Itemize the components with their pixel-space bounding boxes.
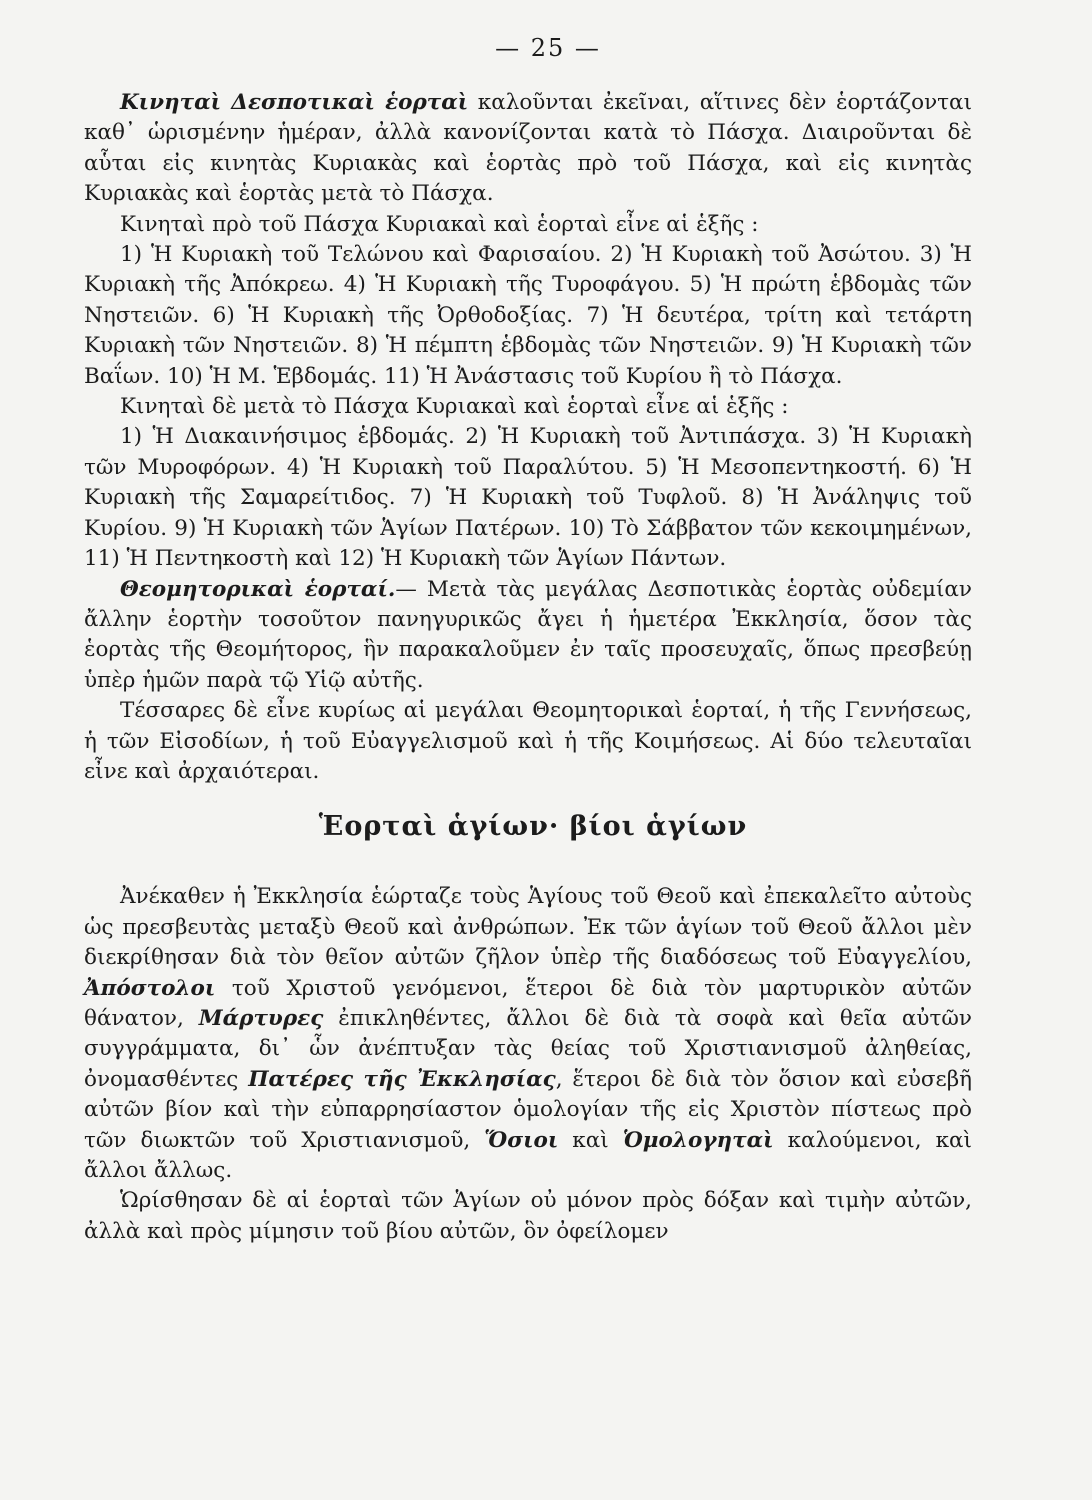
paragraph-movable-feasts [84,88,972,210]
paragraph-text: τοῦ Χριστοῦ γενόμενοι, ἕτεροι δὲ διὰ τὸν μαρτυρικὸν αὐτῶν θάνατον, [84,975,972,1031]
paragraph-theotokos-feasts [84,575,972,697]
section-title: Ἑορταὶ ἁγίων· βίοι ἁγίων [318,811,748,843]
term-apostles: Ἀπόστολοι [84,975,216,1001]
term-venerables: Ὅσιοι [484,1127,559,1153]
paragraph-text: Ἀνέκαθεν ἡ Ἐκκλησία ἑώρταζε τοὺς Ἁγίους τοῦ Θεοῦ καὶ ἐπεκαλεῖτο αὐτοὺς ὡς πρεσβευτὰς μεταξὺ Θεοῦ καὶ ἀνθρώπων. Ἐκ τῶν ἁγίων τοῦ Θεοῦ ἄλλοι μὲν διεκρίθησαν διὰ τὸν θεῖον αὐτῶν ζῆλον ὑπὲρ τῆς διαδόσεως τοῦ Εὐαγγελίου, [84,884,972,971]
term-confessors: Ὁμολογηταὶ [622,1127,774,1153]
paragraph-saints-feasts-purpose: Ὡρίσθησαν δὲ αἱ ἑορταὶ τῶν Ἁγίων οὐ μόνον πρὸς δόξαν καὶ τιμὴν αὐτῶν, ἀλλὰ καὶ πρὸς μίμησιν τοῦ βίου αὐτῶν, ὃν ὀφείλομεν [84,1188,972,1244]
term-martyrs: Μάρτυρες [198,1005,324,1031]
term-church-fathers: Πατέρες τῆς Ἐκκλησίας [248,1066,556,1092]
heading-movable-feasts: Κινηταὶ Δεσποτικαὶ ἑορταὶ [120,90,469,115]
paragraph-before-easter-list: 1) Ἡ Κυριακὴ τοῦ Τελώνου καὶ Φαρισαίου. 2) Ἡ Κυριακὴ τοῦ Ἀσώτου. 3) Ἡ Κυριακὴ τῆς Ἀπόκρεω. 4) Ἡ Κυριακὴ τῆς Τυροφάγου. 5) Ἡ πρώτη ἑβδομὰς τῶν Νηστειῶν. 6) Ἡ Κυριακὴ τῆς Ὀρθοδοξίας. 7) Ἡ δευτέρα, τρίτη καὶ τετάρτη Κυριακὴ τῶν Νηστειῶν. 8) Ἡ πέμπτη ἑβδομὰς τῶν Νηστειῶν. 9) Ἡ Κυριακὴ τῶν Βαΐων. 10) Ἡ Μ. Ἑβδομάς. 11) Ἡ Ἀνάστασις τοῦ Κυρίου ἢ τὸ Πάσχα. [84,242,972,389]
heading-theotokos-feasts: Θεομητορικαὶ ἑορταί. [120,576,396,602]
paragraph-text: καὶ [558,1127,623,1153]
paragraph-text: , ἕτεροι δὲ διὰ τὸν ὅσιον καὶ εὐσεβῆ αὐτῶν βίον καὶ τὴν εὐπαρρησίαστον ὁμολογίαν τῆς εἰς Χριστὸν πίστεως πρὸ τῶν διωκτῶν τοῦ Χριστιανισμοῦ, [84,1066,973,1153]
paragraph-after-easter-intro: Κινηταὶ δὲ μετὰ τὸ Πάσχα Κυριακαὶ καὶ ἑορταὶ εἶνε αἱ ἑξῆς : [120,394,789,420]
paragraph-text: καλοῦνται ἐκεῖναι, αἵτινες δὲν ἑορτάζονται καθ᾽ ὡρισμένην ἡμέραν, ἀλλὰ κανονίζονται κατὰ τὸ Πάσχα. Διαιροῦνται δὲ αὗται εἰς κινητὰς Κυριακὰς καὶ ἑορτὰς πρὸ τοῦ Πάσχα, καὶ εἰς κινητὰς Κυριακὰς καὶ ἑορτὰς μετὰ τὸ Πάσχα. [84,90,972,207]
paragraph-four-feasts: Τέσσαρες δὲ εἶνε κυρίως αἱ μεγάλαι Θεομητορικαὶ ἑορταί, ἡ τῆς Γεννήσεως, ἡ τῶν Εἰσοδίων, ἡ τοῦ Εὐαγγελισμοῦ καὶ ἡ τῆς Κοιμήσεως. Αἱ δύο τελευταῖαι εἶνε καὶ ἀρχαιότεραι. [84,698,972,784]
paragraph-text: καλούμενοι, καὶ ἄλλοι ἄλλως. [84,1127,972,1183]
paragraph-text: ἐπικληθέντες, ἄλλοι δὲ διὰ τὰ σοφὰ καὶ θεῖα αὐτῶν συγγράμματα, δι᾽ ὧν ἀνέπτυξαν τὰς θείας τοῦ Χριστιανισμοῦ ἀληθείας, ὀνομασθέντες [84,1005,972,1092]
paragraph-text: — Μετὰ τὰς μεγάλας Δεσποτικὰς ἑορτὰς οὐδεμίαν ἄλλην ἑορτὴν τοσοῦτον πανηγυρικῶς ἄγει ἡ ἡμετέρα Ἐκκλησία, ὅσον τὰς ἑορτὰς τῆς Θεομήτορος, ἣν παρακαλοῦμεν ἐν ταῖς προσευχαῖς, ὅπως πρεσβεύῃ ὑπὲρ ἡμῶν παρὰ τῷ Υἱῷ αὐτῆς. [84,576,972,693]
paragraph-before-easter-intro: Κινηταὶ πρὸ τοῦ Πάσχα Κυριακαὶ καὶ ἑορταὶ εἶνε αἱ ἑξῆς : [120,211,759,237]
paragraph-after-easter-list: 1) Ἡ Διακαινήσιμος ἑβδομάς. 2) Ἡ Κυριακὴ τοῦ Ἀντιπάσχα. 3) Ἡ Κυριακὴ τῶν Μυροφόρων. 4) Ἡ Κυριακὴ τοῦ Παραλύτου. 5) Ἡ Μεσοπεντηκοστή. 6) Ἡ Κυριακὴ τῆς Σαμαρείτιδος. 7) Ἡ Κυριακὴ τοῦ Τυφλοῦ. 8) Ἡ Ἀνάληψις τοῦ Κυρίου. 9) Ἡ Κυριακὴ τῶν Ἁγίων Πατέρων. 10) Τὸ Σάββατον τῶν κεκοιμημένων, 11) Ἡ Πεντηκοστὴ καὶ 12) Ἡ Κυριακὴ τῶν Ἁγίων Πάντων. [84,424,972,572]
paragraph-saints [84,882,972,1186]
page-number: — 25 — [495,34,601,62]
